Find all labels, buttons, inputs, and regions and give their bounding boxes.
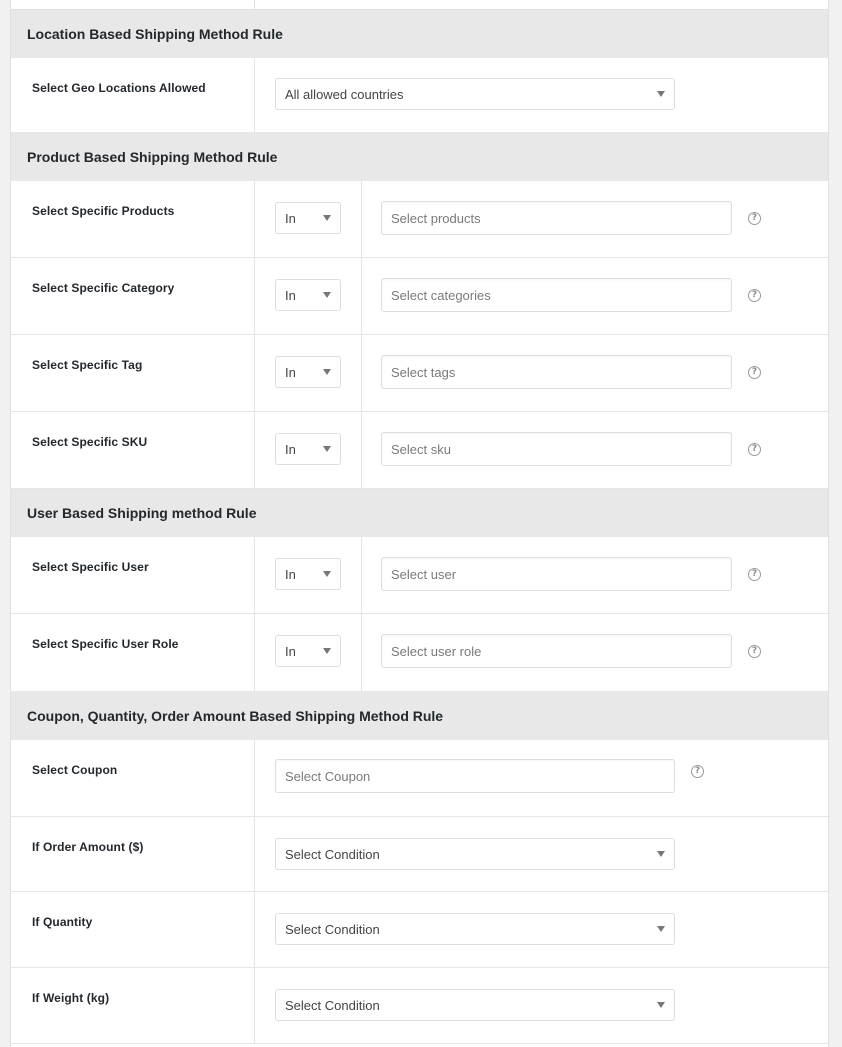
product-row bbox=[11, 181, 828, 258]
rule-label: Select Specific Products bbox=[32, 204, 175, 218]
rule-values-placeholder: Select user role bbox=[391, 643, 482, 659]
section-location-title: Location Based Shipping Method Rule bbox=[11, 10, 828, 58]
help-circle-icon[interactable]: ? bbox=[748, 645, 761, 658]
caret-down-icon bbox=[657, 91, 665, 97]
rule-values-input[interactable] bbox=[381, 432, 732, 466]
column-divider bbox=[254, 181, 255, 257]
column-divider bbox=[361, 181, 362, 257]
condition-row bbox=[11, 817, 828, 892]
condition-value: Select Condition bbox=[285, 846, 380, 862]
rule-values-placeholder: Select user bbox=[391, 566, 457, 582]
rule-values-placeholder: Select categories bbox=[391, 287, 491, 303]
rule-values-input[interactable] bbox=[381, 201, 732, 235]
shipping-rules-panel bbox=[10, 0, 829, 1047]
previous-row-edge bbox=[11, 0, 828, 10]
condition-value: Select Condition bbox=[285, 997, 380, 1013]
geo-locations-value: All allowed countries bbox=[285, 86, 404, 102]
product-row bbox=[11, 335, 828, 412]
help-circle-icon[interactable]: ? bbox=[748, 289, 761, 302]
caret-down-icon bbox=[323, 292, 331, 298]
caret-down-icon bbox=[323, 446, 331, 452]
column-divider bbox=[254, 412, 255, 488]
condition-select[interactable] bbox=[275, 913, 675, 945]
operator-value: In bbox=[285, 441, 296, 457]
caret-down-icon bbox=[323, 648, 331, 654]
rule-values-input[interactable] bbox=[381, 634, 732, 668]
column-divider bbox=[254, 892, 255, 967]
row-select-coupon bbox=[11, 740, 828, 817]
rule-label: Select Specific User bbox=[32, 560, 149, 574]
column-divider bbox=[254, 817, 255, 891]
operator-select[interactable] bbox=[275, 433, 341, 465]
product-row bbox=[11, 258, 828, 335]
rule-values-placeholder: Select tags bbox=[391, 364, 456, 380]
user-row bbox=[11, 614, 828, 692]
help-circle-icon[interactable]: ? bbox=[748, 568, 761, 581]
select-coupon-label: Select Coupon bbox=[32, 763, 118, 777]
rule-label: Select Specific User Role bbox=[32, 637, 179, 651]
column-divider bbox=[254, 335, 255, 411]
section-coupon-title: Coupon, Quantity, Order Amount Based Shipping Method Rule bbox=[11, 692, 828, 740]
condition-label: If Quantity bbox=[32, 915, 93, 929]
select-coupon-placeholder: Select Coupon bbox=[285, 768, 371, 784]
operator-select[interactable] bbox=[275, 202, 341, 234]
column-divider bbox=[254, 258, 255, 334]
section-user-title: User Based Shipping method Rule bbox=[11, 489, 828, 537]
column-divider bbox=[361, 258, 362, 334]
operator-value: In bbox=[285, 210, 296, 226]
condition-row bbox=[11, 892, 828, 968]
help-circle-icon[interactable]: ? bbox=[748, 366, 761, 379]
help-circle-icon[interactable]: ? bbox=[748, 212, 761, 225]
column-divider bbox=[361, 614, 362, 691]
column-divider bbox=[254, 58, 255, 132]
condition-label: If Weight (kg) bbox=[32, 991, 110, 1005]
condition-row bbox=[11, 968, 828, 1044]
operator-select[interactable] bbox=[275, 635, 341, 667]
rule-label: Select Specific SKU bbox=[32, 435, 148, 449]
caret-down-icon bbox=[657, 1002, 665, 1008]
condition-value: Select Condition bbox=[285, 921, 380, 937]
column-divider bbox=[361, 537, 362, 613]
column-divider bbox=[254, 968, 255, 1043]
section-product-title: Product Based Shipping Method Rule bbox=[11, 133, 828, 181]
operator-value: In bbox=[285, 566, 296, 582]
column-divider bbox=[361, 412, 362, 488]
geo-locations-select[interactable] bbox=[275, 78, 675, 110]
row-geo-locations bbox=[11, 58, 828, 133]
caret-down-icon bbox=[323, 215, 331, 221]
operator-select[interactable] bbox=[275, 558, 341, 590]
operator-value: In bbox=[285, 364, 296, 380]
geo-locations-label: Select Geo Locations Allowed bbox=[32, 81, 206, 95]
user-row bbox=[11, 537, 828, 614]
column-divider bbox=[254, 740, 255, 816]
operator-select[interactable] bbox=[275, 356, 341, 388]
caret-down-icon bbox=[323, 571, 331, 577]
operator-value: In bbox=[285, 287, 296, 303]
help-circle-icon[interactable]: ? bbox=[748, 443, 761, 456]
select-coupon-input[interactable] bbox=[275, 759, 675, 793]
rule-label: Select Specific Tag bbox=[32, 358, 143, 372]
operator-select[interactable] bbox=[275, 279, 341, 311]
caret-down-icon bbox=[657, 851, 665, 857]
condition-label: If Order Amount ($) bbox=[32, 840, 144, 854]
caret-down-icon bbox=[323, 369, 331, 375]
condition-select[interactable] bbox=[275, 838, 675, 870]
help-circle-icon[interactable]: ? bbox=[691, 765, 704, 778]
rule-values-placeholder: Select sku bbox=[391, 441, 451, 457]
column-divider bbox=[254, 614, 255, 691]
column-divider bbox=[254, 537, 255, 613]
rule-values-input[interactable] bbox=[381, 355, 732, 389]
rule-values-input[interactable] bbox=[381, 278, 732, 312]
rule-values-input[interactable] bbox=[381, 557, 732, 591]
rule-label: Select Specific Category bbox=[32, 281, 175, 295]
product-row bbox=[11, 412, 828, 489]
caret-down-icon bbox=[657, 926, 665, 932]
rule-values-placeholder: Select products bbox=[391, 210, 481, 226]
condition-select[interactable] bbox=[275, 989, 675, 1021]
column-divider bbox=[361, 335, 362, 411]
operator-value: In bbox=[285, 643, 296, 659]
